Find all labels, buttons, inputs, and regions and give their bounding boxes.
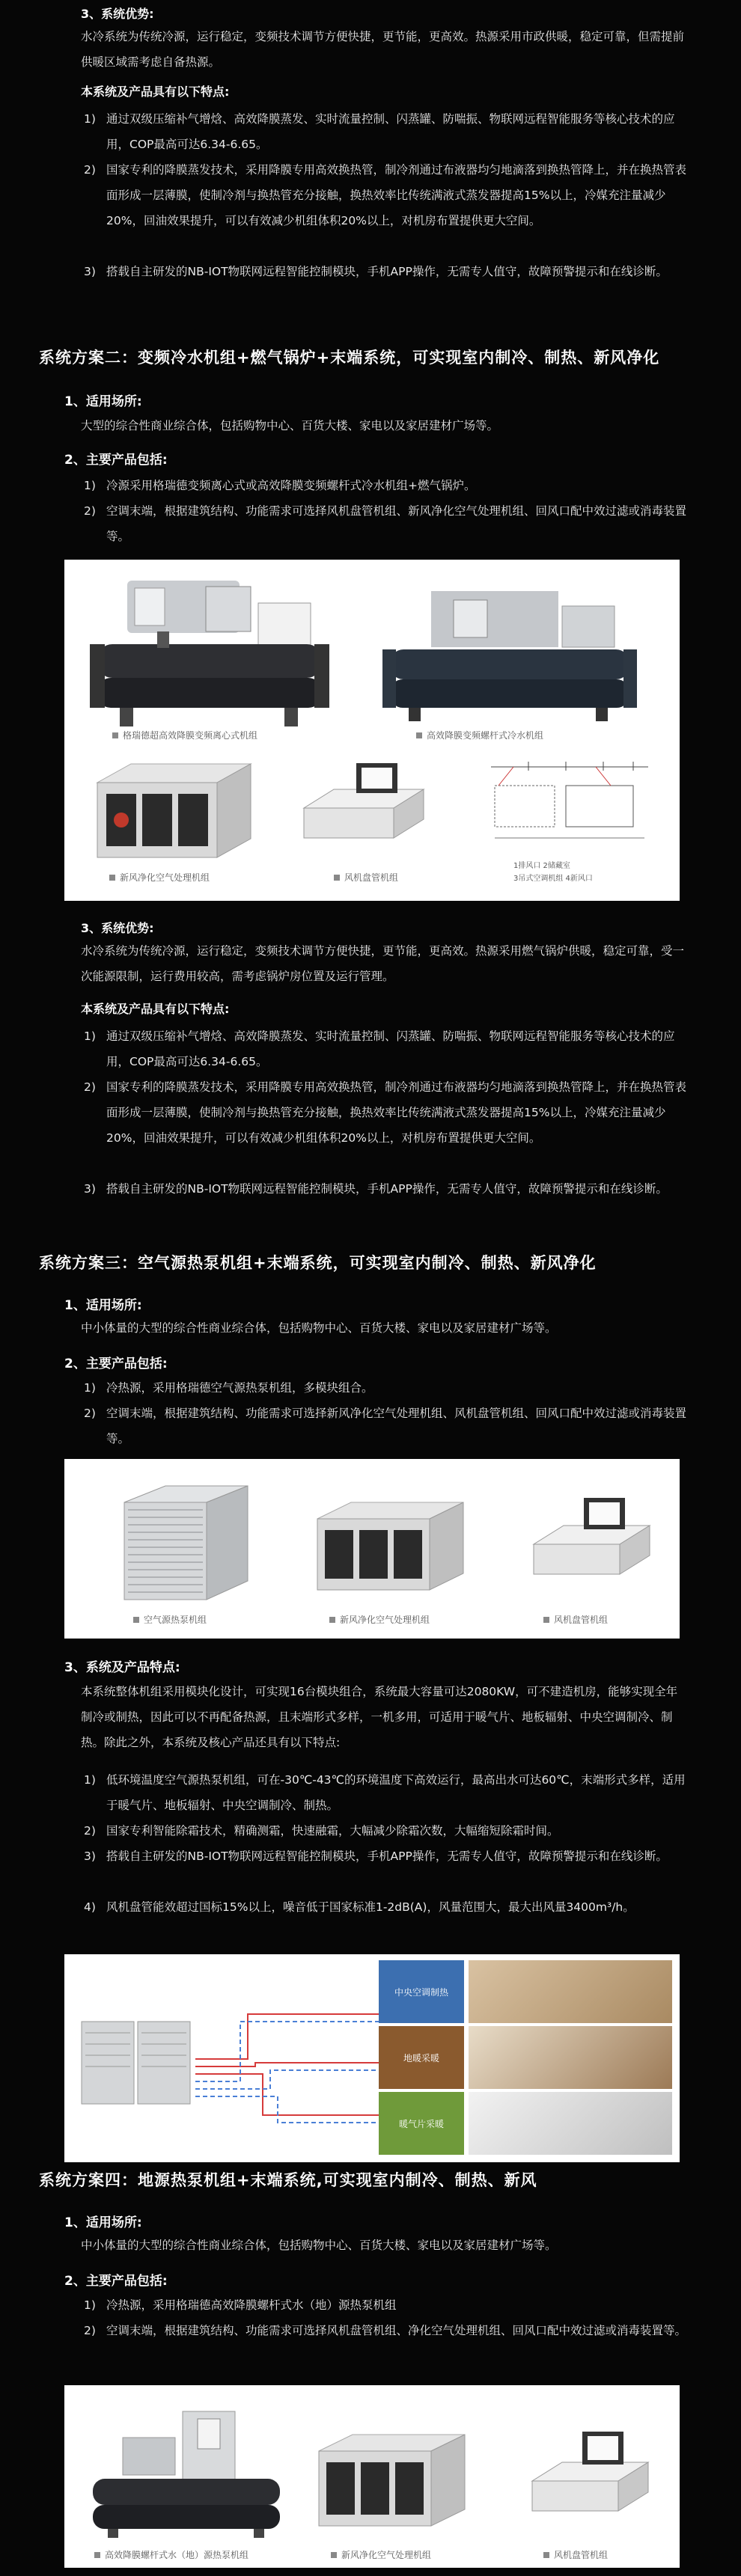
heat-pump-modules-image	[78, 2007, 198, 2111]
system-illustration	[64, 1954, 680, 2162]
fan-coil-unit-image	[522, 1492, 665, 1597]
product-caption: 新风净化空气处理机组	[331, 2548, 431, 2561]
list-text: 风机盘管能效超过国标15%以上，噪音低于国家标准1-2dB(A)，风量范围大，最大出风量3400m³/h。	[106, 1900, 635, 1914]
room-photo-1	[469, 1960, 672, 2023]
installation-diagram	[484, 756, 656, 853]
list-text: 空调末端，根据建筑结构、功能需求可选择风机盘管机组、净化空气处理机组、回风口配中效过滤或消毒装置等。	[106, 2324, 687, 2337]
list-text: 空调末端，根据建筑结构、功能需求可选择风机盘管机组、新风净化空气处理机组、回风口配中效过滤或消毒装置等。	[106, 504, 687, 543]
air-handling-unit-image	[311, 2429, 476, 2533]
centrifugal-chiller-image	[82, 573, 344, 734]
list-number: 1)	[84, 2298, 96, 2312]
list-item	[84, 473, 689, 498]
list-item	[84, 1176, 689, 1202]
list-number: 2)	[84, 1824, 96, 1838]
list-item	[84, 1024, 689, 1074]
list-item	[84, 106, 689, 157]
list-number: 1)	[84, 1030, 96, 1043]
product-caption: 新风净化空气处理机组	[109, 871, 210, 884]
paragraph: 中小体量的大型的综合性商业综合体，包括购物中心、百货大楼、家电以及家居建材广场等。	[81, 2239, 557, 2252]
list-item	[84, 1844, 689, 1869]
list-text: 通过双级压缩补气增焓、高效降膜蒸发、实时流量控制、闪蒸罐、防喘振、物联网远程智能服务等核心技术的应用，COP最高可达6.34-6.65。	[106, 1030, 675, 1068]
section-heading: 3、系统优势:	[81, 7, 154, 21]
paragraph: 水冷系统为传统冷源，运行稳定，变频技术调节方便快捷，更节能，更高效。热源采用市政供暖，稳定可靠，但需提前供暖区域需考虑自备热源。	[81, 30, 685, 69]
list-text: 冷源采用格瑞德变频离心式或高效降膜变频螺杆式冷水机组+燃气锅炉。	[106, 479, 476, 492]
product-caption: 风机盘管机组	[543, 2548, 608, 2561]
list-item	[84, 157, 689, 233]
central-ac-tile: 中央空调制热	[379, 1960, 464, 2023]
list-number: 3)	[84, 1182, 96, 1196]
section-heading: 3、系统及产品特点:	[64, 1660, 180, 1675]
product-caption: 格瑞德超高效降膜变频离心式机组	[112, 729, 257, 741]
air-source-heat-pump-image	[117, 1480, 266, 1603]
list-number: 3)	[84, 1850, 96, 1863]
list-text: 冷热源，采用格瑞德高效降膜螺杆式水（地）源热泵机组	[106, 2298, 397, 2312]
fan-coil-unit-image	[289, 756, 439, 868]
list-item	[84, 1894, 689, 1920]
list-item	[84, 2292, 689, 2318]
list-text: 空调末端，根据建筑结构、功能需求可选择新风净化空气处理机组、风机盘管机组、回风口配中效过滤或消毒装置等。	[106, 1407, 687, 1445]
room-photo-3	[469, 2092, 672, 2155]
list-text: 国家专利智能除霜技术，精确测霜，快速融霜，大幅减少除霜次数，大幅缩短除霜时间。	[106, 1824, 559, 1838]
product-panel	[64, 1459, 680, 1639]
list-item	[84, 2318, 689, 2343]
paragraph: 大型的综合性商业综合体，包括购物中心、百货大楼、家电以及家居建材广场等。	[81, 419, 499, 432]
section-heading: 1、适用场所:	[64, 394, 142, 409]
section-heading: 1、适用场所:	[64, 2215, 142, 2230]
product-caption: 风机盘管机组	[334, 871, 398, 884]
list-item	[84, 1401, 689, 1451]
section-title: 系统方案四：地源热泵机组+末端系统,可实现室内制冷、制热、新风	[39, 2171, 537, 2189]
list-number: 1)	[84, 1381, 96, 1395]
list-text: 搭载自主研发的NB-IOT物联网远程智能控制模块，手机APP操作，无需专人值守，故障预警提示和在线诊断。	[106, 265, 668, 278]
list-number: 2)	[84, 1080, 96, 1094]
section-heading: 1、适用场所:	[64, 1298, 142, 1313]
section-heading: 3、系统优势:	[81, 921, 154, 935]
list-number: 1)	[84, 112, 96, 126]
list-number: 2)	[84, 1407, 96, 1420]
list-item	[84, 1767, 689, 1818]
section-heading: 2、主要产品包括:	[64, 453, 168, 468]
list-number: 1)	[84, 1773, 96, 1787]
product-caption: 新风净化空气处理机组	[329, 1613, 430, 1626]
room-photo-2	[469, 2026, 672, 2089]
fan-coil-unit-image	[521, 2421, 663, 2533]
list-number: 4)	[84, 1900, 96, 1914]
list-text: 冷热源，采用格瑞德空气源热泵机组，多模块组合。	[106, 1381, 373, 1395]
list-number: 1)	[84, 479, 96, 492]
list-number: 3)	[84, 265, 96, 278]
list-text: 搭载自主研发的NB-IOT物联网远程智能控制模块，手机APP操作，无需专人值守，故障预警提示和在线诊断。	[106, 1850, 668, 1863]
product-panel	[64, 560, 680, 901]
section-title: 系统方案二：变频冷水机组+燃气锅炉+末端系统，可实现室内制冷、制热、新风净化	[39, 349, 660, 367]
list-text: 国家专利的降膜蒸发技术，采用降膜专用高效换热管，制冷剂通过布液器均匀地滴落到换热管降上，并在换热管表面形成一层薄膜，使制冷剂与换热管充分接触，换热效率比传统满液式蒸发器提高15%以上，冷媒充注量减少20%，回油效果提升，可以有效减少机组体积20%以上，对机房布置提供更大空间。	[106, 1080, 687, 1145]
section-heading: 2、主要产品包括:	[64, 2274, 168, 2289]
air-handling-unit-image	[90, 753, 262, 872]
section-heading: 本系统及产品具有以下特点:	[81, 85, 230, 99]
screw-chiller-image	[379, 584, 648, 726]
list-item	[84, 259, 689, 284]
list-text: 国家专利的降膜蒸发技术，采用降膜专用高效换热管，制冷剂通过布液器均匀地滴落到换热管降上，并在换热管表面形成一层薄膜，使制冷剂与换热管充分接触，换热效率比传统满液式蒸发器提高15%以上，冷媒充注量减少20%，回油效果提升，可以有效减少机组体积20%以上，对机房布置提供更大空间。	[106, 163, 687, 227]
air-handling-unit-image	[310, 1496, 475, 1597]
product-caption: 高效降膜变频螺杆式冷水机组	[416, 729, 543, 741]
product-caption: 风机盘管机组	[543, 1613, 608, 1626]
list-text: 通过双级压缩补气增焓、高效降膜蒸发、实时流量控制、闪蒸罐、防喘振、物联网远程智能服务等核心技术的应用，COP最高可达6.34-6.65。	[106, 112, 675, 151]
floor-heating-tile: 地暖采暖	[379, 2026, 464, 2089]
paragraph: 本系统整体机组采用模块化设计，可实现16台模块组合，系统最大容量可达2080KW，可不建造机房，能够实现全年制冷或制热，因此可以不再配备热源，且末端形式多样，一机多用，可适用于暖气片、地板辐射、中央空调制冷、制热。除此之外，本系统及核心产品还具有以下特点:	[81, 1685, 678, 1749]
list-item	[84, 498, 689, 549]
paragraph: 水冷系统为传统冷源，运行稳定，变频技术调节方便快捷，更节能，更高效。热源采用燃气锅炉供暖，稳定可靠，受一次能源限制，运行费用较高，需考虑锅炉房位置及运行管理。	[81, 944, 685, 983]
paragraph: 中小体量的大型的综合性商业综合体，包括购物中心、百货大楼、家电以及家居建材广场等。	[81, 1321, 557, 1335]
list-number: 2)	[84, 2324, 96, 2337]
diagram-legend-line: 3吊式空调机组 4新风口	[513, 875, 593, 883]
list-item	[84, 1818, 689, 1844]
product-caption: 空气源热泵机组	[133, 1613, 207, 1626]
section-title: 系统方案三：空气源热泵机组+末端系统，可实现室内制冷、制热、新风净化	[39, 1254, 597, 1272]
ground-source-heat-pump-image	[85, 2408, 287, 2539]
product-caption: 高效降膜螺杆式水（地）源热泵机组	[94, 2548, 248, 2561]
list-item	[84, 1375, 689, 1401]
list-text: 搭载自主研发的NB-IOT物联网远程智能控制模块，手机APP操作，无需专人值守，故障预警提示和在线诊断。	[106, 1182, 668, 1196]
diagram-legend	[513, 859, 593, 883]
list-number: 2)	[84, 504, 96, 518]
list-text: 低环境温度空气源热泵机组，可在-30℃-43℃的环境温度下高效运行，最高出水可达60℃，末端形式多样，适用于暖气片、地板辐射、中央空调制冷、制热。	[106, 1773, 686, 1812]
section-heading: 2、主要产品包括:	[64, 1356, 168, 1371]
section-heading: 本系统及产品具有以下特点:	[81, 1002, 230, 1016]
radiator-tile: 暖气片采暖	[379, 2092, 464, 2155]
list-item	[84, 1074, 689, 1151]
list-number: 2)	[84, 163, 96, 177]
diagram-legend-line: 1排风口 2储藏室	[513, 862, 570, 870]
product-panel	[64, 2385, 680, 2568]
